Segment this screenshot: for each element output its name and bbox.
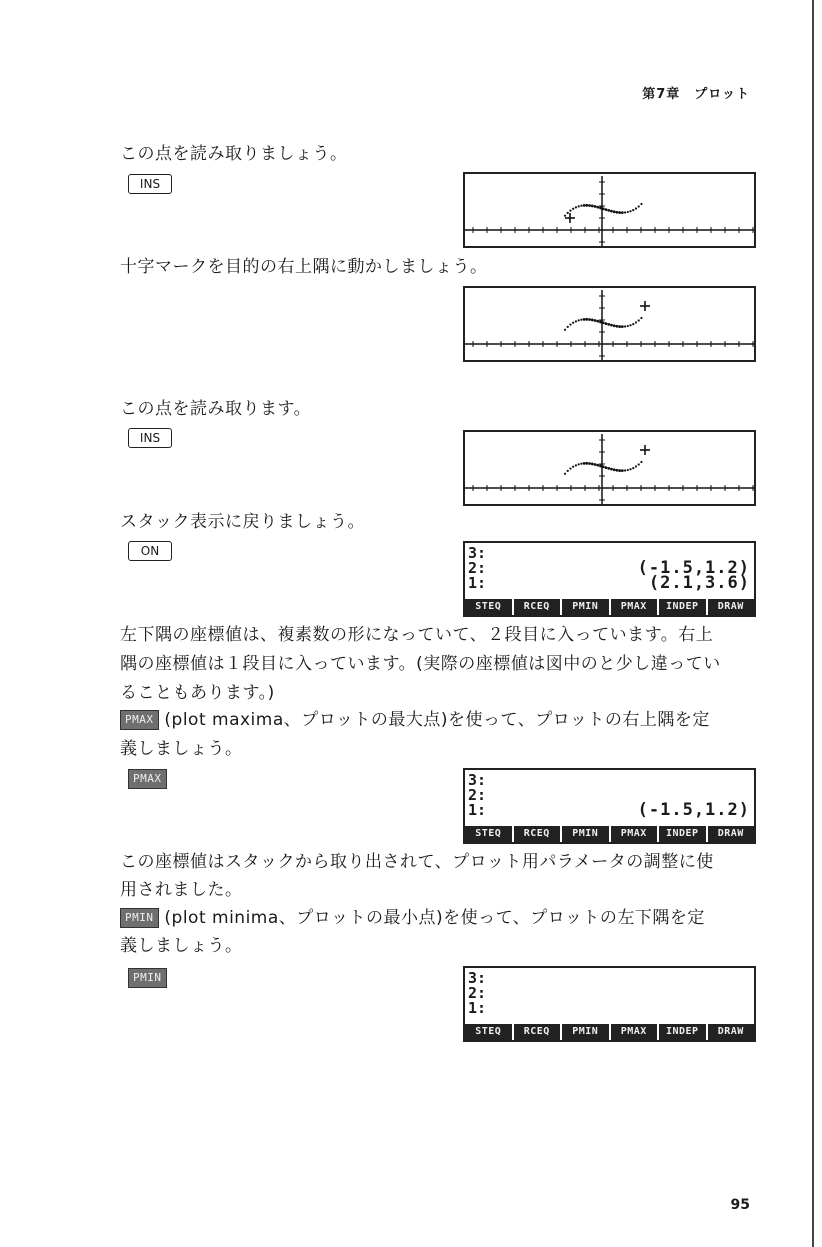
menu-key-pmax[interactable]: PMAX xyxy=(611,1024,658,1040)
curve-dot xyxy=(624,469,626,471)
stack-display-1 xyxy=(463,541,756,617)
menu-key-rceq[interactable]: RCEQ xyxy=(514,826,561,842)
curve-dot xyxy=(594,205,597,208)
paragraph-return-stack: スタック表示に戻りましょう。 xyxy=(120,512,365,532)
menu-bar xyxy=(465,599,754,615)
curve-dot xyxy=(564,329,566,331)
curve-dot xyxy=(605,322,608,325)
curve-dot xyxy=(591,319,594,322)
curve-dot xyxy=(621,325,624,328)
menu-key-draw[interactable]: DRAW xyxy=(708,1024,755,1040)
pmin-softkey[interactable]: PMIN xyxy=(128,968,167,988)
curve-dot xyxy=(610,324,613,327)
menu-key-indep[interactable]: INDEP xyxy=(659,826,706,842)
paragraph-explanation-l3: ることもあります。) xyxy=(120,683,275,703)
curve-dot xyxy=(583,318,586,321)
curve-dot xyxy=(632,209,634,211)
curve-dot xyxy=(580,319,582,321)
curve-dot xyxy=(605,208,608,211)
curve-dot xyxy=(580,463,582,465)
curve-dot xyxy=(588,318,591,321)
pmin-softkey-inline[interactable]: PMIN xyxy=(120,908,159,928)
menu-bar xyxy=(465,826,754,842)
curve-dot xyxy=(621,469,624,472)
curve-dot xyxy=(596,320,599,323)
paragraph-params-l2: 用されました。 xyxy=(120,880,243,900)
paragraph-read-point-2: この点を読み取ります。 xyxy=(120,399,312,419)
stack-level-1: 1: xyxy=(468,801,487,819)
curve-dot xyxy=(594,319,597,322)
curve-dot xyxy=(618,325,621,328)
curve-dot xyxy=(591,463,594,466)
pmax-softkey-inline[interactable]: PMAX xyxy=(120,710,159,730)
menu-key-steq[interactable]: STEQ xyxy=(465,826,512,842)
curve-dot xyxy=(578,463,580,465)
curve-dot xyxy=(610,468,613,471)
stack-level-1: 1: xyxy=(468,999,487,1017)
stack-value-1: (2.1,3.6) xyxy=(648,573,750,593)
curve-dot xyxy=(624,211,626,213)
stack-level-2: 2: xyxy=(468,786,487,804)
curve-dot xyxy=(613,324,616,327)
stack-value-1: (-1.5,1.2) xyxy=(637,800,750,820)
curve-dot xyxy=(610,210,613,213)
on-key[interactable]: ON xyxy=(128,541,172,561)
menu-key-indep[interactable]: INDEP xyxy=(659,1024,706,1040)
paragraph-params-l1: この座標値はスタックから取り出されて、プロット用パラメータの調整に使 xyxy=(120,852,714,872)
curve-dot xyxy=(580,205,582,207)
plot-screen-2 xyxy=(463,286,756,362)
stack-level-2: 2: xyxy=(468,984,487,1002)
menu-key-pmin[interactable]: PMIN xyxy=(562,826,609,842)
curve-dot xyxy=(632,467,634,469)
curve-dot xyxy=(613,210,616,213)
curve-dot xyxy=(607,209,610,212)
stack-level-3: 3: xyxy=(468,969,487,987)
chapter-header: 第7章 プロット xyxy=(642,87,750,102)
curve-dot xyxy=(569,209,571,211)
curve-dot xyxy=(599,207,602,210)
curve-dot xyxy=(615,325,618,328)
curve-dot xyxy=(575,464,577,466)
curve-dot xyxy=(624,325,626,327)
stack-level-3: 3: xyxy=(468,771,487,789)
curve-dot xyxy=(588,204,591,207)
curve-dot xyxy=(599,321,602,324)
paragraph-pmin-l2: 義しましょう。 xyxy=(120,936,243,956)
page-number: 95 xyxy=(730,1197,750,1213)
menu-key-steq[interactable]: STEQ xyxy=(465,599,512,615)
curve-dot xyxy=(572,466,574,468)
curve-dot xyxy=(629,210,631,212)
curve-dot xyxy=(575,320,577,322)
menu-key-indep[interactable]: INDEP xyxy=(659,599,706,615)
stack-display-2 xyxy=(463,768,756,844)
ins-key[interactable]: INS xyxy=(128,174,172,194)
curve-dot xyxy=(578,319,580,321)
curve-dot xyxy=(583,204,586,207)
curve-dot xyxy=(599,465,602,468)
curve-dot xyxy=(567,326,569,328)
curve-dot xyxy=(640,317,642,319)
curve-dot xyxy=(588,462,591,465)
curve-dot xyxy=(632,323,634,325)
menu-bar xyxy=(465,1024,754,1040)
curve-dot xyxy=(605,466,608,469)
paragraph-move-crosshair: 十字マークを目的の右上隅に動かしましょう。 xyxy=(120,257,488,277)
curve-dot xyxy=(596,206,599,209)
curve-dot xyxy=(640,461,642,463)
stack-value-2: (-1.5,1.2) xyxy=(637,558,750,578)
curve-dot xyxy=(638,319,640,321)
curve-dot xyxy=(621,211,624,214)
curve-dot xyxy=(602,321,605,324)
pmax-desc: (plot maxima、プロットの最大点)を使って、プロットの右上隅を定 xyxy=(158,710,710,730)
curve-dot xyxy=(635,321,637,323)
curve-dot xyxy=(629,468,631,470)
curve-dot xyxy=(572,322,574,324)
curve-dot xyxy=(564,215,566,217)
curve-dot xyxy=(585,204,588,207)
menu-key-draw[interactable]: DRAW xyxy=(708,599,755,615)
curve-dot xyxy=(585,318,588,321)
curve-dot xyxy=(567,470,569,472)
curve-dot xyxy=(575,206,577,208)
menu-key-rceq[interactable]: RCEQ xyxy=(514,599,561,615)
stack-display-3 xyxy=(463,966,756,1042)
curve-dot xyxy=(607,323,610,326)
page-edge-rule xyxy=(812,0,814,1247)
curve-dot xyxy=(596,464,599,467)
menu-key-pmin[interactable]: PMIN xyxy=(562,1024,609,1040)
curve-dot xyxy=(572,208,574,210)
curve-dot xyxy=(627,469,629,471)
paragraph-pmax-l1 xyxy=(120,706,710,735)
curve-dot xyxy=(567,212,569,214)
ins-key-2[interactable]: INS xyxy=(128,428,172,448)
curve-dot xyxy=(640,203,642,205)
plot-screen-3 xyxy=(463,430,756,506)
curve-dot xyxy=(591,205,594,208)
curve-dot xyxy=(638,205,640,207)
curve-dot xyxy=(569,323,571,325)
menu-key-rceq[interactable]: RCEQ xyxy=(514,1024,561,1040)
curve-dot xyxy=(638,463,640,465)
curve-dot xyxy=(618,469,621,472)
curve-dot xyxy=(569,467,571,469)
curve-dot xyxy=(607,467,610,470)
curve-dot xyxy=(635,465,637,467)
curve-dot xyxy=(629,324,631,326)
menu-key-steq[interactable]: STEQ xyxy=(465,1024,512,1040)
paragraph-read-point: この点を読み取りましょう。 xyxy=(120,144,348,164)
menu-key-draw[interactable]: DRAW xyxy=(708,826,755,842)
menu-key-pmax[interactable]: PMAX xyxy=(611,599,658,615)
menu-key-pmin[interactable]: PMIN xyxy=(562,599,609,615)
paragraph-explanation-l1: 左下隅の座標値は、複素数の形になっていて、２段目に入っています。右上 xyxy=(120,625,714,645)
stack-level-1: 1: xyxy=(468,574,487,592)
curve-dot xyxy=(627,211,629,213)
curve-dot xyxy=(635,207,637,209)
curve-dot xyxy=(602,207,605,210)
stack-level-3: 3: xyxy=(468,544,487,562)
plot-screen-1 xyxy=(463,172,756,248)
paragraph-explanation-l2: 隅の座標値は１段目に入っています。(実際の座標値は図中のと少し違ってい xyxy=(120,654,721,674)
stack-level-2: 2: xyxy=(468,559,487,577)
curve-dot xyxy=(615,469,618,472)
curve-dot xyxy=(583,462,586,465)
paragraph-pmin-l1 xyxy=(120,904,705,933)
curve-dot xyxy=(594,463,597,466)
curve-dot xyxy=(627,325,629,327)
curve-dot xyxy=(578,205,580,207)
curve-dot xyxy=(564,473,566,475)
curve-dot xyxy=(613,468,616,471)
curve-dot xyxy=(602,465,605,468)
curve-dot xyxy=(585,462,588,465)
curve-dot xyxy=(618,211,621,214)
pmax-softkey[interactable]: PMAX xyxy=(128,769,167,789)
curve-dot xyxy=(615,211,618,214)
menu-key-pmax[interactable]: PMAX xyxy=(611,826,658,842)
pmin-desc: (plot minima、プロットの最小点)を使って、プロットの左下隅を定 xyxy=(158,908,705,928)
paragraph-pmax-l2: 義しましょう。 xyxy=(120,739,243,759)
